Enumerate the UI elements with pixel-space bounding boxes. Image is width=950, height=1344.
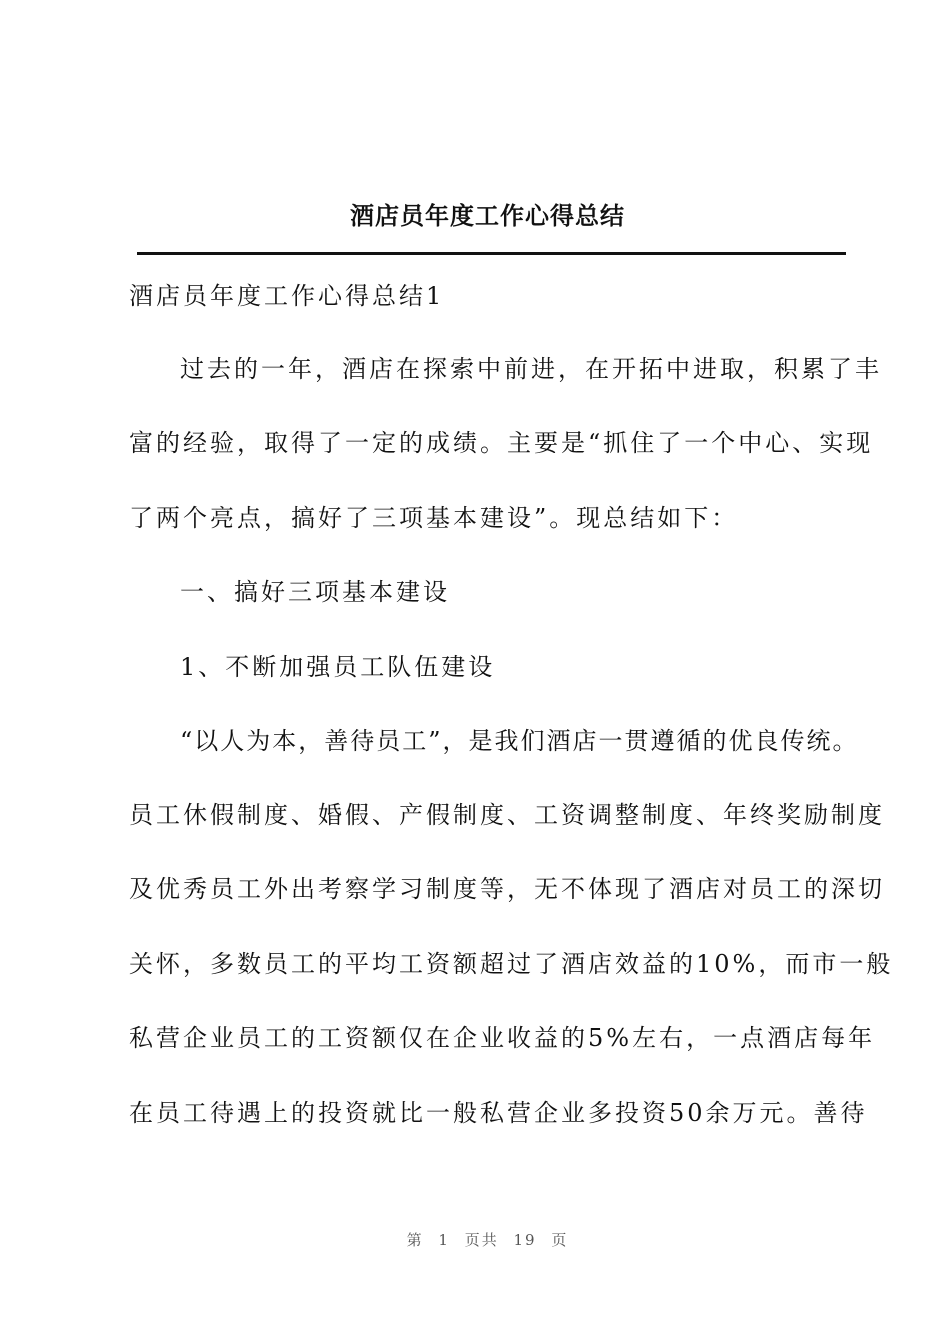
title-underline [137, 252, 846, 255]
paragraph-line: 富的经验，取得了一定的成绩。主要是“抓住了一个中心、实现 [129, 429, 874, 457]
page-number-footer: 第 1 页共 19 页 [406, 1231, 569, 1249]
paragraph-line: 过去的一年，酒店在探索中前进，在开拓中进取，积累了丰 [180, 355, 882, 383]
subheading: 一、搞好三项基本建设 [180, 578, 450, 606]
document-title: 酒店员年度工作心得总结 [350, 201, 625, 230]
subheading: 1、不断加强员工队伍建设 [180, 653, 496, 681]
paragraph-line: 私营企业员工的工资额仅在企业收益的5%左右，一点酒店每年 [129, 1024, 876, 1052]
paragraph-line: 了两个亮点，搞好了三项基本建设”。现总结如下： [129, 504, 739, 532]
section-heading: 酒店员年度工作心得总结1 [129, 282, 445, 310]
paragraph-line: 员工休假制度、婚假、产假制度、工资调整制度、年终奖励制度 [129, 801, 885, 829]
paragraph-line: 在员工待遇上的投资就比一般私营企业多投资50余万元。善待 [129, 1099, 868, 1127]
paragraph-line: 关怀，多数员工的平均工资额超过了酒店效益的10%，而市一般 [129, 950, 894, 978]
paragraph-line: 及优秀员工外出考察学习制度等，无不体现了酒店对员工的深切 [129, 875, 885, 903]
paragraph-line: “以人为本，善待员工”，是我们酒店一贯遵循的优良传统。 [180, 727, 859, 755]
